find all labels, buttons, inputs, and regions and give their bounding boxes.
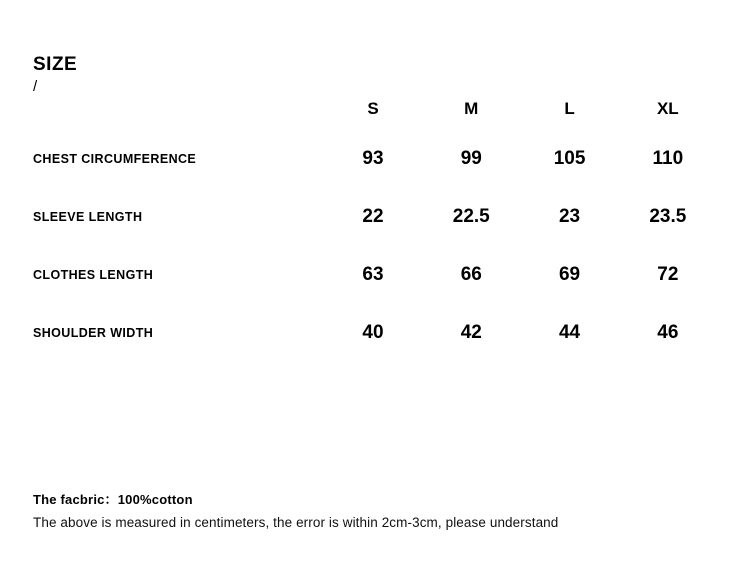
cell-sleeve-s: 22 — [362, 206, 384, 227]
cell-chest-l: 105 — [553, 148, 586, 169]
row-label-clothes-length: CLOTHES LENGTH — [33, 268, 154, 282]
cell-clothes-s: 63 — [362, 264, 384, 285]
row-label-shoulder-width: SHOULDER WIDTH — [33, 326, 154, 340]
cell-sleeve-l: 23 — [558, 206, 581, 227]
cell-clothes-m: 66 — [460, 264, 482, 285]
measurement-note: The above is measured in centimeters, the error is within 2cm-3cm, please understand — [33, 515, 559, 530]
cell-shoulder-m: 42 — [460, 322, 482, 343]
cell-chest-s: 93 — [362, 148, 384, 169]
table-row — [33, 304, 717, 362]
size-table — [33, 88, 717, 362]
cell-shoulder-l: 44 — [558, 322, 581, 343]
cell-clothes-xl: 72 — [657, 264, 679, 285]
page-subtitle: / — [33, 78, 38, 95]
table-header-row — [33, 88, 717, 130]
cell-chest-xl: 110 — [652, 148, 684, 169]
fabric-note: The facbric：100%cotton — [33, 492, 193, 507]
header-size-l: L — [564, 99, 575, 118]
cell-chest-m: 99 — [460, 148, 482, 169]
header-size-m: M — [464, 99, 479, 118]
cell-shoulder-s: 40 — [362, 322, 384, 343]
cell-sleeve-m: 22.5 — [452, 206, 490, 227]
cell-clothes-l: 69 — [558, 264, 581, 285]
header-size-s: S — [367, 99, 379, 118]
table-row — [33, 188, 717, 246]
row-label-sleeve-length: SLEEVE LENGTH — [33, 210, 143, 224]
table-row — [33, 246, 717, 304]
cell-shoulder-xl: 46 — [657, 322, 679, 343]
header-measurement-column — [33, 88, 324, 130]
header-size-xl: XL — [656, 99, 679, 118]
row-label-chest-circumference: CHEST CIRCUMFERENCE — [33, 152, 197, 166]
table-row — [33, 130, 717, 188]
page-title: SIZE — [33, 54, 78, 75]
cell-sleeve-xl: 23.5 — [649, 206, 687, 227]
footer-notes — [33, 491, 723, 532]
